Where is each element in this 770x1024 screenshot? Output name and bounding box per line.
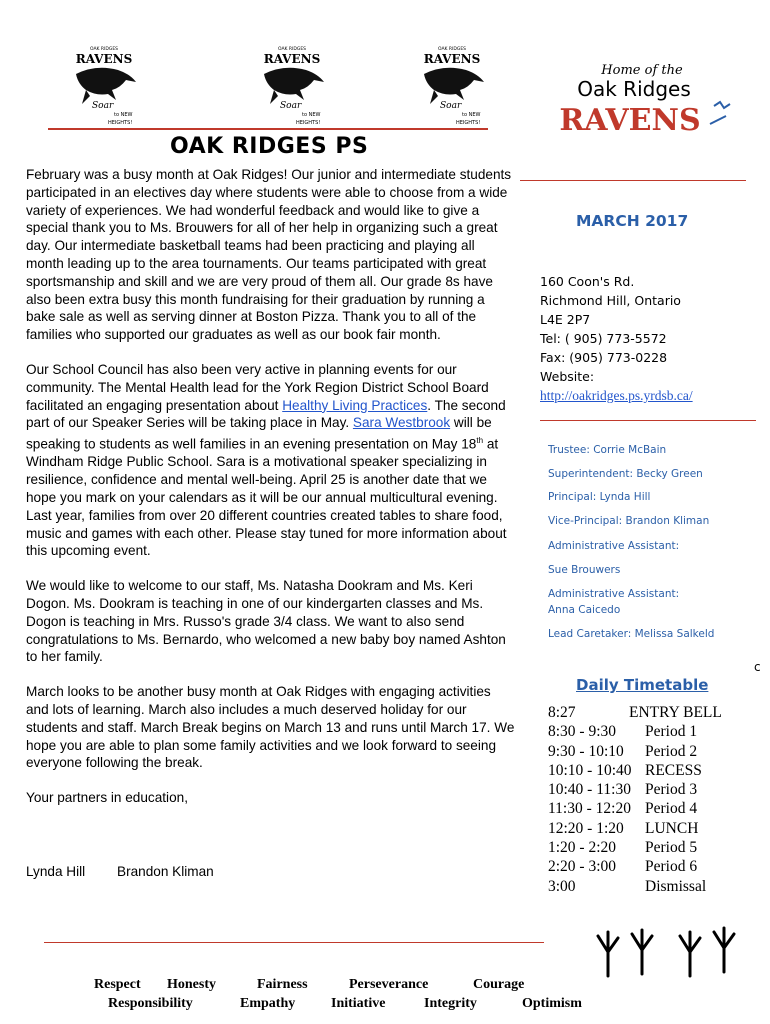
footprints-decoration (590, 926, 750, 982)
sidebar-rule-top (520, 180, 746, 181)
raven-logo-icon (56, 44, 152, 126)
logo-top-text: OAK RIDGES (277, 47, 307, 52)
header-divider (48, 128, 488, 130)
signature-brandon: Brandon Kliman (117, 864, 214, 879)
healthy-living-link[interactable]: Healthy Living Practices (282, 397, 428, 413)
staff-admin-label-2: Administrative Assistant: (548, 588, 680, 600)
timetable-label: Period 3 (645, 781, 698, 799)
timetable-row (548, 722, 748, 741)
logo-top-text: OAK RIDGES (89, 47, 119, 52)
value-initiative: Initiative (331, 996, 386, 1011)
value-responsibility: Responsibility (108, 996, 193, 1011)
ravens-brand-icon (546, 58, 746, 138)
value-respect: Respect (94, 977, 141, 992)
value-perseverance: Perseverance (349, 977, 429, 992)
logo-tagline-1: Soar (92, 101, 114, 111)
raven-logo-icon (404, 44, 500, 126)
brand-line-2: Oak Ridges (577, 77, 691, 101)
superscript: th (476, 436, 484, 446)
address-city: Richmond Hill, Ontario (540, 293, 681, 308)
address-tel: Tel: ( 905) 773-5572 (540, 331, 667, 346)
timetable-label: Dismissal (645, 877, 707, 895)
value-courage: Courage (473, 977, 525, 992)
paragraph-closing: Your partners in education, (26, 790, 188, 806)
sara-westbrook-link[interactable]: Sara Westbrook (352, 415, 451, 431)
logo-tagline-1: Soar (280, 101, 302, 111)
staff-superintendent: Superintendent: Becky Green (548, 468, 703, 480)
website-link[interactable]: http://oakridges.ps.yrdsb.ca/ (540, 388, 693, 403)
paragraph-text: . The second part of our Speaker Series will be taking place in May. (26, 397, 506, 431)
staff-admin-name-1: Sue Brouwers (548, 564, 621, 576)
stray-mark: c (754, 660, 761, 674)
staff-admin-label-1: Administrative Assistant: (548, 540, 680, 552)
paragraph-school-council (26, 361, 516, 560)
timetable-row (548, 799, 748, 818)
timetable-row (548, 742, 748, 761)
logo-tagline-1: Soar (440, 101, 462, 111)
address-fax: Fax: (905) 773-0228 (540, 350, 668, 365)
value-honesty: Honesty (167, 977, 216, 992)
staff-vice-principal: Vice-Principal: Brandon Kliman (548, 515, 710, 527)
website-label: Website: (540, 369, 595, 384)
timetable-time: 8:27 (548, 704, 576, 721)
logo-tagline-3: HEIGHTS! (456, 120, 481, 126)
sidebar-rule-middle (540, 420, 756, 421)
logo-brand-text: RAVENS (423, 52, 481, 66)
timetable-label: RECESS (645, 761, 702, 779)
value-empathy: Empathy (240, 996, 296, 1011)
page-title: OAK RIDGES PS (170, 134, 369, 159)
timetable-row (548, 780, 748, 799)
signature-lynda: Lynda Hill (26, 864, 86, 879)
paragraph-text: Our School Council has also been very active in planning events for our community. The Mental Health lead for the York Region District School Board facilitated an engaging presentation about (26, 361, 489, 413)
logo-brand-text: RAVENS (263, 52, 321, 66)
raven-footprints-icon (590, 926, 750, 982)
staff-caretaker: Lead Caretaker: Melissa Salkeld (548, 628, 715, 640)
timetable-time: 12:20 - 1:20 (548, 819, 624, 837)
logo-top-text: OAK RIDGES (437, 47, 467, 52)
logo-tagline-3: HEIGHTS! (296, 120, 321, 126)
raven-logo-icon (244, 44, 340, 126)
timetable-time: 9:30 - 10:10 (548, 742, 624, 760)
timetable-row (548, 857, 748, 876)
value-fairness: Fairness (257, 977, 308, 992)
logo-brand-text: RAVENS (75, 52, 133, 66)
paragraph-february: February was a busy month at Oak Ridges! Our junior and intermediate students participated in an electives day where students were able to choose from a wide variety of experiences. We had wonderful feedback and would like to give a special thank you to Ms. Brouwers for all of her help in organizing such a great day. Our intermediate basketball teams had been practicing and playing all month leading up to the area tournaments. Our teams participated with great sportsmanship and skill and we are very proud of them all. Our grade 8s have also been extra busy this month fundraising for their graduation by running a bake sale as well as serving dinner at Boston Pizza. Thank you to all of the families who supported our graduates as well as our book fair month. (26, 167, 512, 343)
brand-line-1: Home of the (601, 63, 683, 78)
staff-principal: Principal: Lynda Hill (548, 491, 651, 503)
address-street: 160 Coon's Rd. (540, 274, 635, 289)
timetable-label: Period 4 (645, 800, 698, 818)
timetable-label: Period 6 (645, 858, 698, 876)
timetable-row (548, 877, 748, 896)
timetable-time: 10:40 - 11:30 (548, 781, 631, 799)
paragraph-welcome-staff: We would like to welcome to our staff, Ms. Natasha Dookram and Ms. Keri Dogon. Ms. Dookram is teaching in one of our kindergarten classes and Ms. Dogon is teaching in Mrs. Russo's grade 3/4 class. We want to also send congratulations to Ms. Bernardo, who welcomed a new baby boy named Ashton to her family. (26, 578, 506, 665)
timetable-row (548, 761, 748, 780)
daily-timetable (548, 703, 748, 896)
value-integrity: Integrity (424, 996, 477, 1011)
timetable-label: Period 5 (645, 839, 698, 857)
paragraph-text: at Windham Ridge Public School. Sara is a motivational speaker specializing in resilience, confidence and mental well-being. April 25 is another date that we hope you mark on your calendars as it will be our annual multicultural evening. Last year, families from over 20 different countries created tables to share food, music and games with each other. Please stay tuned for more information about this upcoming event. (26, 436, 507, 559)
logo-tagline-3: HEIGHTS! (108, 120, 133, 126)
timetable-label: Period 1 (645, 723, 698, 741)
timetable-time: 8:30 - 9:30 (548, 723, 617, 741)
value-optimism: Optimism (522, 996, 582, 1011)
timetable-time: 11:30 - 12:20 (548, 800, 631, 818)
timetable-label: LUNCH (645, 819, 699, 837)
raven-logo-1 (56, 44, 152, 126)
raven-logo-3 (404, 44, 500, 126)
timetable-time: 10:10 - 10:40 (548, 761, 632, 779)
timetable-row (548, 838, 748, 857)
school-address (540, 272, 760, 405)
staff-admin-name-2: Anna Caicedo (548, 604, 621, 616)
newsletter-body (26, 166, 516, 824)
newsletter-month: MARCH 2017 (576, 212, 689, 230)
logo-tagline-2: to NEW (114, 112, 133, 118)
timetable-title: Daily Timetable (576, 676, 709, 694)
raven-logo-2 (244, 44, 340, 126)
timetable-time: 2:20 - 3:00 (548, 858, 617, 876)
logo-tagline-2: to NEW (462, 112, 481, 118)
paragraph-text: will be speaking to students as well families in an evening presentation on May 18 (26, 415, 492, 452)
home-of-ravens-brand (546, 58, 746, 138)
timetable-time: 1:20 - 2:20 (548, 839, 617, 857)
logo-tagline-2: to NEW (302, 112, 321, 118)
paragraph-march: March looks to be another busy month at Oak Ridges with engaging activities and lots of learning. March also includes a much deserved holiday for our students and staff. March Break begins on March 13 and runs until March 17. We hope you are able to plan some family activities and we look forward to seeing everyone following the break. (26, 684, 515, 771)
staff-trustee: Trustee: Corrie McBain (548, 444, 667, 456)
footer-rule (44, 942, 544, 943)
address-postal: L4E 2P7 (540, 312, 591, 327)
brand-line-3: RAVENS (559, 103, 701, 138)
timetable-row (548, 819, 748, 838)
timetable-label: ENTRY BELL (629, 704, 722, 721)
timetable-time: 3:00 (548, 877, 576, 895)
timetable-row (548, 703, 748, 722)
timetable-label: Period 2 (645, 742, 698, 760)
